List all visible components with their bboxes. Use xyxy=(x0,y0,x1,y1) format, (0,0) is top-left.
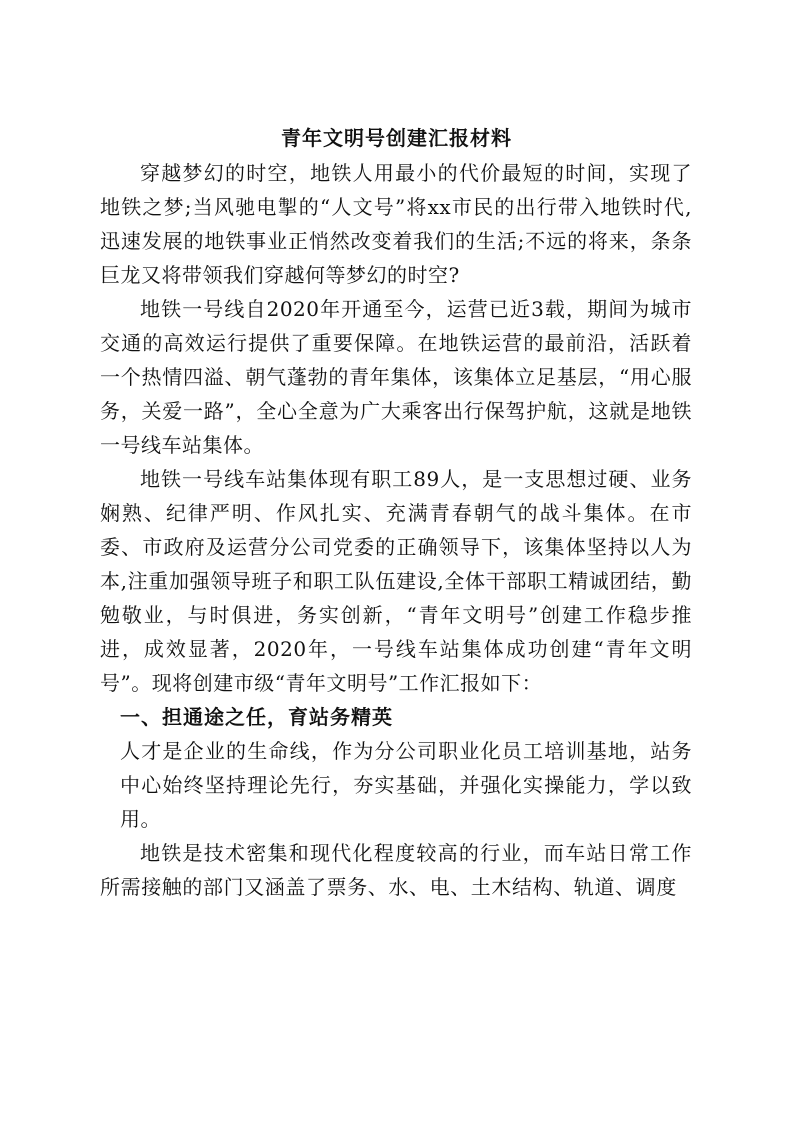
section-heading: 一、担通途之任，育站务精英 xyxy=(120,705,393,729)
paragraph-line-one-history: 地铁一号线自2020年开通至今，运营已近3载，期间为城市交通的高效运行提供了重要保障。在地铁运营的最前沿，活跃着一个热情四溢、朝气蓬勃的青年集体，该集体立足基层，“用心服务，关爱一路”，全心全意为广大乘客出行保驾护航，这就是地铁一号线车站集体。 xyxy=(100,297,692,457)
paragraph-intro: 穿越梦幻的时空，地铁人用最小的代价最短的时间，实现了地铁之梦;当风驰电掣的“人文号”将xx市民的出行带入地铁时代,迅速发展的地铁事业正悄然改变着我们的生活;不远的将来，条条巨龙又将带领我们穿越何等梦幻的时空? xyxy=(100,161,692,287)
paragraph-technology: 地铁是技术密集和现代化程度较高的行业，而车站日常工作所需接触的部门又涵盖了票务、水、电、土木结构、轨道、调度 xyxy=(100,841,692,899)
paragraph-staff-overview: 地铁一号线车站集体现有职工89人，是一支思想过硬、业务娴熟、纪律严明、作风扎实、充满青春朝气的战斗集体。在市委、市政府及运营分公司党委的正确领导下，该集体坚持以人为本,注重加强领导班子和职工队伍建设,全体干部职工精诚团结，勤勉敬业，与时俱进，务实创新，“青年文明号”创建工作稳步推进，成效显著，2020年，一号线车站集体成功创建“青年文明号”。现将创建市级“青年文明号”工作汇报如下： xyxy=(100,467,692,695)
document-body xyxy=(100,156,692,904)
paragraph-talent: 人才是企业的生命线，作为分公司职业化员工培训基地，站务中心始终坚持理论先行，夯实基础，并强化实操能力，学以致用。 xyxy=(120,739,692,831)
document-title: 青年文明号创建汇报材料 xyxy=(281,126,512,150)
